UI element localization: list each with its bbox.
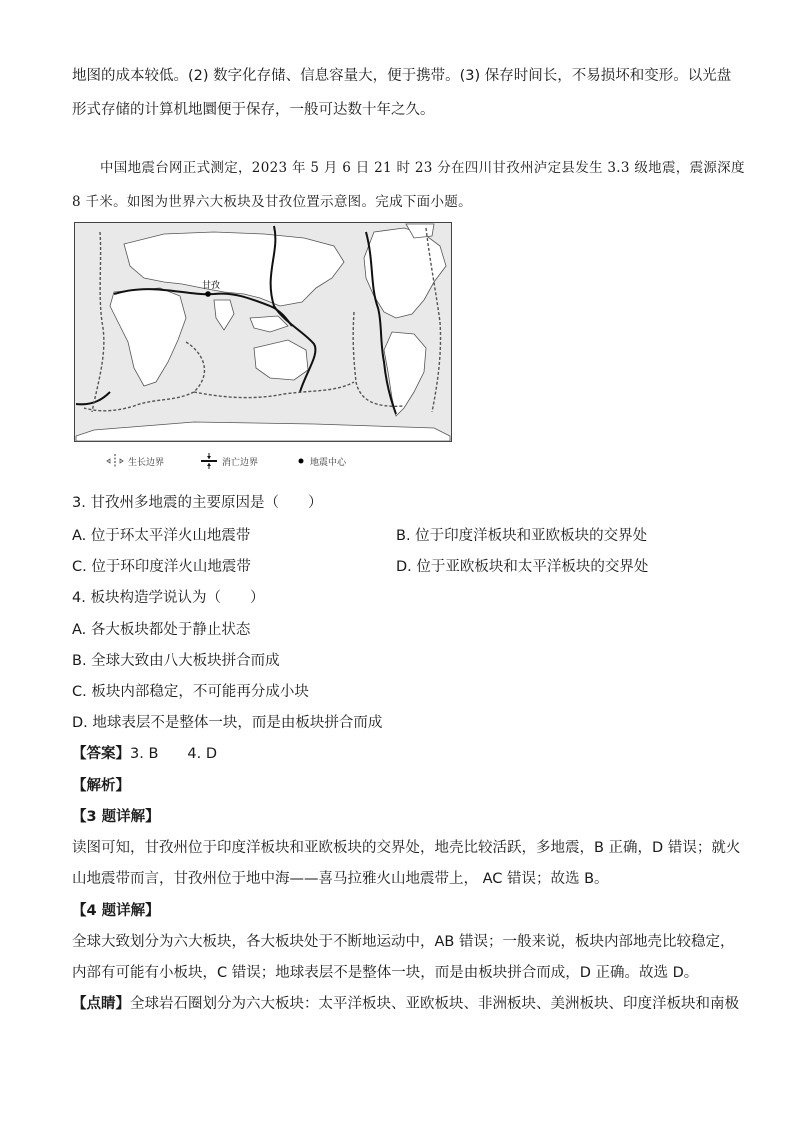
q4-option-d: D. 地球表层不是整体一块，而是由板块拼合而成 <box>72 715 383 731</box>
q3-option-d: D. 位于亚欧板块和太平洋板块的交界处 <box>396 559 649 575</box>
passage-line-1: 中国地震台网正式测定，2023 年 5 月 6 日 21 时 23 分在四川甘孜州泸定县发生 3.3 级地震，震源深度 <box>100 160 745 176</box>
q4-option-b: B. 全球大致由八大板块拼合而成 <box>72 653 280 669</box>
legend-label-grow: 生长边界 <box>128 457 165 468</box>
answer-line <box>72 744 217 764</box>
q3-option-b: B. 位于印度洋板块和亚欧板块的交界处 <box>396 528 648 544</box>
tip-line <box>72 994 739 1014</box>
epicenter-dot-icon <box>296 456 306 466</box>
intro-line-2: 形式存储的计算机地圜便于保存，一般可达数十年之久。 <box>72 102 435 118</box>
legend-label-subduct: 消亡边界 <box>222 457 259 468</box>
subduction-boundary-icon <box>200 452 218 470</box>
legend-item-subduct <box>200 450 258 472</box>
detail3-tag: 【3 题详解】 <box>72 809 160 825</box>
tip-text: 全球岩石圈划分为六大板块：太平洋板块、亚欧板块、非洲板块、美洲板块、印度洋板块和南极 <box>130 996 739 1012</box>
intro-line-1: 地图的成本较低。(2) 数字化存储、信息容量大，便于携带。(3) 保存时间长，不易损坏和变形。以光盘 <box>72 68 732 84</box>
q3-stem: 3. 甘孜州多地震的主要原因是（ ） <box>72 495 323 511</box>
analysis-tag: 【解析】 <box>72 778 130 794</box>
passage-line-2: 8 千米。如图为世界六大板块及甘孜位置示意图。完成下面小题。 <box>72 194 472 210</box>
detail4-line-2: 内部有可能有小板块，C 错误；地球表层不是整体一块，而是由板块拼合而成，D 正确。故选 D。 <box>72 965 699 981</box>
q4-option-c: C. 板块内部稳定，不可能再分成小块 <box>72 684 309 700</box>
legend-item-grow <box>106 450 164 472</box>
tip-tag: 【点睛】 <box>72 996 130 1012</box>
ganzi-map-label: 甘孜 <box>202 281 221 291</box>
legend-item-epicenter <box>296 450 346 472</box>
detail4-tag: 【4 题详解】 <box>72 903 160 919</box>
ganzi-epicenter-marker <box>205 291 211 297</box>
detail3-line-2: 山地震带而言，甘孜州位于地中海——喜马拉雅火山地震带上， AC 错误；故选 B。 <box>72 871 609 887</box>
detail4-line-1: 全球大致划分为六大板块，各大板块处于不断地运动中，AB 错误；一般来说，板块内部地壳比较稳定， <box>72 934 735 950</box>
q4-option-a: A. 各大板块都处于静止状态 <box>72 622 251 638</box>
q4-stem: 4. 板块构造学说认为（ ） <box>72 590 265 606</box>
detail3-line-1: 读图可知，甘孜州位于印度洋板块和亚欧板块的交界处，地壳比较活跃，多地震，B 正确，D 错误；就火 <box>72 840 741 856</box>
answer-tag: 【答案】 <box>72 746 130 762</box>
q3-option-a: A. 位于环太平洋火山地震带 <box>72 528 251 544</box>
world-plate-map <box>74 222 452 442</box>
growth-boundary-icon <box>106 452 124 470</box>
legend-label-epicenter: 地震中心 <box>310 457 347 468</box>
q3-option-c: C. 位于环印度洋火山地震带 <box>72 559 251 575</box>
answer-text: 3. B 4. D <box>130 746 217 762</box>
